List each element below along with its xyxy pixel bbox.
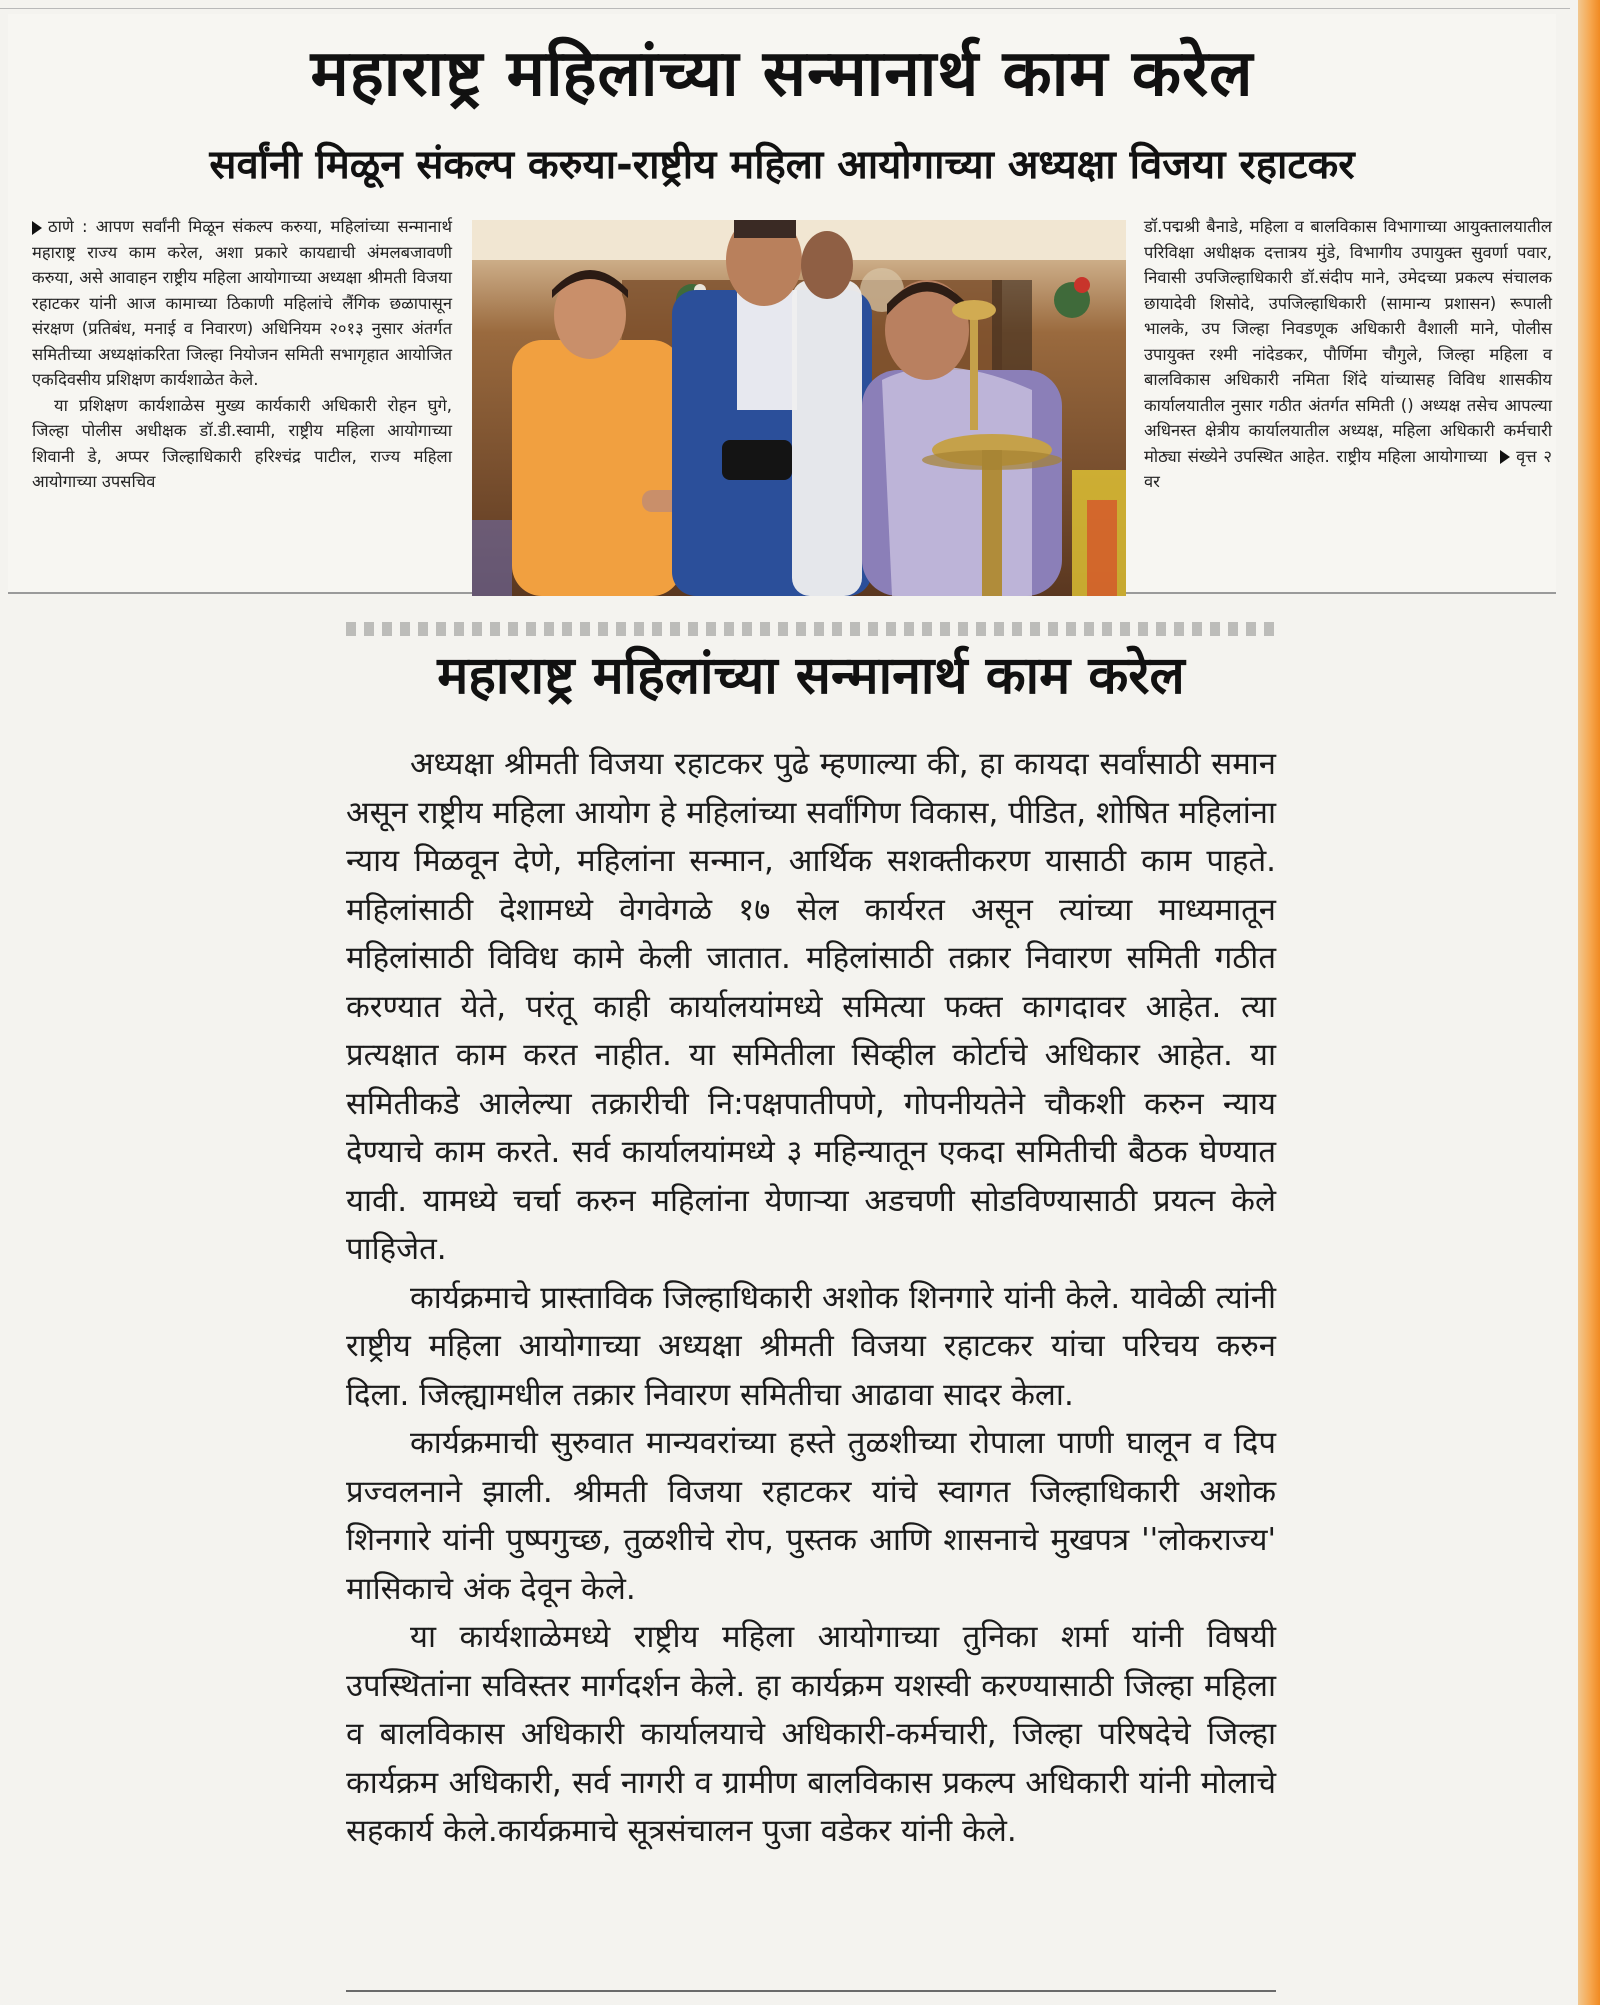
continued-note: वृत्त २ वर [1144,446,1552,491]
continuation-paragraph-4: या कार्यशाळेमध्ये राष्ट्रीय महिला आयोगाच्या तुनिका शर्मा यांनी विषयी उपस्थितांना सविस्तर मार्गदर्शन केले. हा कार्यक्रम यशस्वी करण्यासाठी जिल्हा महिला व बालविकास अधिकारी कार्यालयाचे अधिकारी-कर्मचारी, जिल्हा परिषदेचे जिल्हा कार्यक्रम अधिकारी, सर्व नागरी व ग्रामीण बालविकास प्रकल्प अधिकारी यांनी मोलाचे सहकार्य केले.कार्यक्रमाचे सूत्रसंचालन पुजा वडेकर यांनी केले. [346,1619,1276,1849]
continuation-paragraph-2: कार्यक्रमाचे प्रास्ताविक जिल्हाधिकारी अशोक शिनगारे यांनी केले. यावेळी त्यांनी राष्ट्रीय महिला आयोगाच्या अध्यक्षा श्रीमती विजया रहाटकर यांचा परिचय करुन दिला. जिल्ह्यामधील तक्रार निवारण समितीचा आढावा सादर केला. [346,1279,1276,1413]
continuation-paragraph-3: कार्यक्रमाची सुरुवात मान्यवरांच्या हस्ते तुळशीच्या रोपाला पाणी घालून व दिप प्रज्वलनाने झाली. श्रीमती विजया रहाटकर यांचे स्वागत जिल्हाधिकारी अशोक शिनगारे यांनी पुष्पगुच्छ, तुळशीचे रोप, पुस्तक आणि शासनाचे मुखपत्र ''लोकराज्य' मासिकाचे अंक देवून केले. [346,1425,1276,1607]
article-left-paragraph-1 [32,214,452,393]
article-right-column [1144,214,1552,495]
event-photo [472,220,1126,596]
cut-text-remnant [346,622,1276,636]
article-left-column [32,214,452,495]
triangle-right-icon [1500,450,1510,464]
main-headline: महाराष्ट्र महिलांच्या सन्मानार्थ काम करेल [310,37,1254,111]
orange-page-edge [1578,0,1600,2005]
article-left-paragraph-2: या प्रशिक्षण कार्यशाळेस मुख्य कार्यकारी अधिकारी रोहन घुगे, जिल्हा पोलीस अधीक्षक डॉ.डी.स्वामी, राष्ट्रीय महिला आयोगाच्या शिवानी डे, अप्पर जिल्हाधिकारी हरिश्चंद्र पाटील, राज्य महिला आयोगाच्या उपसचिव [32,395,452,491]
article-right-paragraph-1 [1144,214,1552,495]
lamp-lighting-photo-illustration [472,220,1126,596]
continuation-paragraph-1: अध्यक्षा श्रीमती विजया रहाटकर पुढे म्हणाल्या की, हा कायदा सर्वांसाठी समान असून राष्ट्रीय महिला आयोग हे महिलांच्या सर्वांगिण विकास, पीडित, शोषित महिलांना न्याय मिळवून देणे, महिलांना सन्मान, आर्थिक सशक्तीकरण यासाठी काम पाहते. महिलांसाठी देशामध्ये वेगवेगळे १७ सेल कार्यरत असून त्यांच्या माध्यमातून महिलांसाठी विविध कामे केली जातात. महिलांसाठी तक्रार निवारण समिती गठीत करण्यात येते, परंतू काही कार्यालयांमध्ये समित्या फक्त कागदावर आहेत. त्या प्रत्यक्षात काम करत नाहीत. या समितीला सिव्हील कोर्टाचे अधिकार आहेत. या समितीकडे आलेल्या तक्रारीची नि:पक्षपातीपणे, गोपनीयतेने चौकशी करुन न्याय देण्याचे काम करते. सर्व कार्यालयांमध्ये ३ महिन्यातून एकदा समितीची बैठक घेण्यात यावी. यामध्ये चर्चा करुन महिलांना येणाऱ्या अडचणी सोडविण्यासाठी प्रयत्न केले पाहिजेत. [346,746,1276,1267]
bottom-rule [346,1990,1276,1992]
continuation-headline: महाराष्ट्र महिलांच्या सन्मानार्थ काम करेल [437,646,1185,706]
sub-headline: सर्वांनी मिळून संकल्प करुया-राष्ट्रीय महिला आयोगाच्या अध्यक्षा विजया रहाटकर [209,142,1355,188]
dateline: ठाणे : [48,217,88,236]
article-right-text: डॉ.पद्मश्री बैनाडे, महिला व बालविकास विभागाच्या आयुक्तालयातील परिविक्षा अधीक्षक दत्तात्रय मुंडे, विभागीय उपायुक्त सुवर्णा पवार, निवासी उपजिल्हाधिकारी डॉ.संदीप माने, उमेदच्या प्रकल्प संचालक छायादेवी शिसोदे, उपजिल्हाधिकारी (सामान्य प्रशासन) रूपाली भालके, उप जिल्हा निवडणूक अधिकारी वैशाली माने, पोलीस उपायुक्त रश्मी नांदेडकर, पौर्णिमा चौगुले, जिल्हा महिला व बालविकास अधिकारी नमिता शिंदे यांच्यासह विविध शासकीय कार्यालयातील नुसार गठीत अंतर्गत समिती () अध्यक्ष तसेच आपल्या अधिनस्त क्षेत्रीय कार्यालयातील अध्यक्ष, महिला अधिकारी कर्मचारी मोठ्या संख्येने उपस्थित आहेत. राष्ट्रीय महिला आयोगाच्या [1144,217,1552,466]
continuation-body [346,740,1276,1856]
top-rule [0,8,1570,9]
article-left-text-1: आपण सर्वांनी मिळून संकल्प करुया, महिलांच्या सन्मानार्थ महाराष्ट्र राज्य काम करेल, अशा प्रकारे कायद्याची अंमलबजावणी करुया, असे आवाहन राष्ट्रीय महिला आयोगाच्या अध्यक्षा श्रीमती विजया रहाटकर यांनी आज कामाच्या ठिकाणी महिलांचे लैंगिक छळापासून संरक्षण (प्रतिबंध, मनाई व निवारण) अधिनियम २०१३ नुसार अंतर्गत समितीच्या अध्यक्षांकरिता जिल्हा नियोजन समिती सभागृहात आयोजित एकदिवसीय प्रशिक्षण कार्यशाळेत केले. [32,217,452,389]
triangle-right-icon [32,221,42,235]
front-page-clipping [8,14,1556,594]
